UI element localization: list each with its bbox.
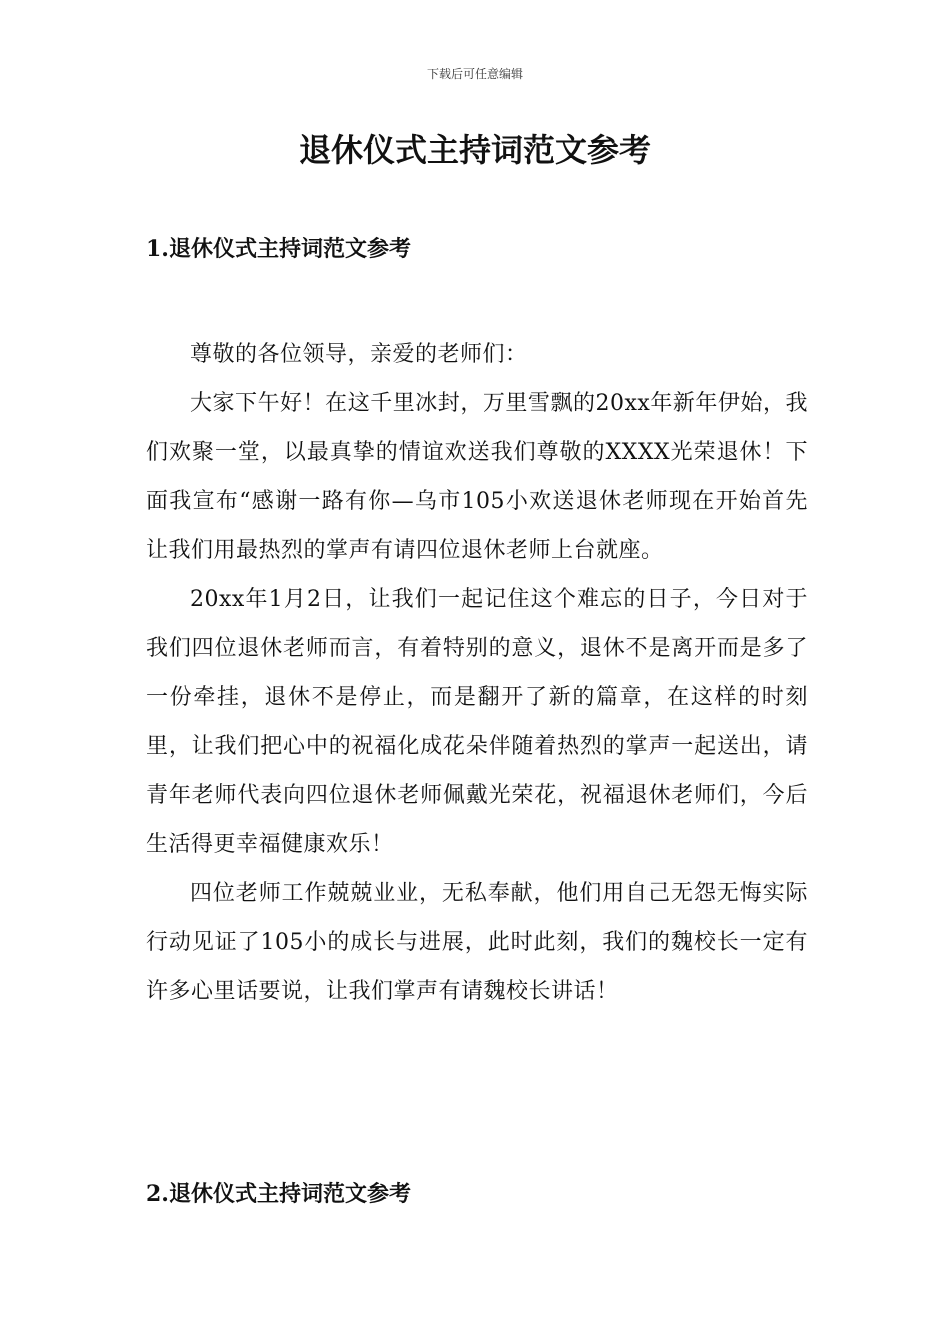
paragraph-principal: 四位老师工作兢兢业业，无私奉献，他们用自己无怨无悔实际行动见证了105小的成长与进展，此时此刻，我们的魏校长一定有许多心里话要说，让我们掌声有请魏校长讲话！ bbox=[146, 881, 808, 1004]
section-1-body bbox=[146, 330, 808, 1016]
page-header-note: 下载后可任意编辑 bbox=[426, 67, 523, 81]
paragraph-opening: 大家下午好！在这千里冰封，万里雪飘的20xx年新年伊始，我们欢聚一堂，以最真挚的情谊欢送我们尊敬的XXXX光荣退休！下面我宣布“感谢一路有你—乌市105小欢送退休老师现在开始首先让我们用最热烈的掌声有请四位退休老师上台就座。 bbox=[146, 391, 808, 563]
paragraph-salutation: 尊敬的各位领导，亲爱的老师们： bbox=[190, 342, 528, 367]
paragraph-date: 20xx年1月2日，让我们一起记住这个难忘的日子，今日对于我们四位退休老师而言，有着特别的意义，退休不是离开而是多了一份牵挂，退休不是停止，而是翻开了新的篇章，在这样的时刻里，让我们把心中的祝福化成花朵伴随着热烈的掌声一起送出，请青年老师代表向四位退休老师佩戴光荣花，祝福退休老师们，今后生活得更幸福健康欢乐！ bbox=[146, 587, 808, 857]
section-heading-1: 1.退休仪式主持词范文参考 bbox=[146, 236, 411, 262]
document-title: 退休仪式主持词范文参考 bbox=[298, 131, 651, 169]
section-heading-2: 2.退休仪式主持词范文参考 bbox=[146, 1181, 411, 1207]
